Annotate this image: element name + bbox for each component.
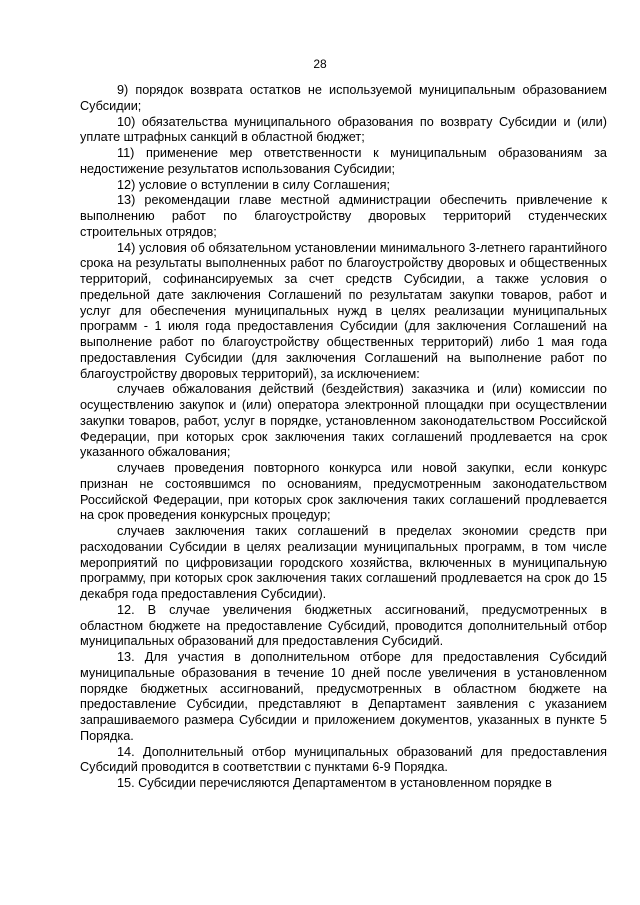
paragraph-exception-savings: случаев заключения таких соглашений в пределах экономии средств при расходовании Субсидии в целях реализации муниципальных программ, в том числе мероприятий по цифровизации городского хозяйства, включенных в муниципальную программу, при которых срок заключения таких соглашений продлевается на срок до 15 декабря года предоставления Субсидии).	[80, 524, 607, 601]
paragraph-section-14: 14. Дополнительный отбор муниципальных образований для предоставления Субсидий проводится в соответствии с пунктами 6-9 Порядка.	[80, 744, 607, 775]
paragraph-item-13: 13) рекомендации главе местной администрации обеспечить привлечение к выполнению работ по благоустройству дворовых территорий студенческих строительных отрядов;	[80, 193, 607, 239]
paragraph-section-13: 13. Для участия в дополнительном отборе для предоставления Субсидий муниципальные образования в течение 10 дней после увеличения в установленном порядке бюджетных ассигнований, предусмотренных в областном бюджете на предоставление Субсидии, представляют в Департамент заявления с указанием запрашиваемого размера Субсидии и приложением документов, указанных в пункте 5 Порядка.	[80, 650, 607, 743]
paragraph-item-9: 9) порядок возврата остатков не используемой муниципальным образованием Субсидии;	[80, 83, 607, 113]
paragraph-section-15: 15. Субсидии перечисляются Департаментом в установленном порядке в	[117, 776, 552, 790]
paragraph-item-12: 12) условие о вступлении в силу Соглашения;	[117, 177, 390, 192]
document-body	[80, 83, 607, 792]
paragraph-exception-appeal: случаев обжалования действий (бездействия) заказчика и (или) комиссии по осуществлению закупок и (или) оператора электронной площадки при осуществлении закупки товаров, работ, услуг в порядке, установленном законодательством Российской Федерации, при которых срок заключения таких соглашений продлевается на срок указанного обжалования;	[80, 382, 607, 460]
paragraph-item-11: 11) применение мер ответственности к муниципальным образованиям за недостижение результатов использования Субсидии;	[80, 146, 607, 176]
page-number: 28	[313, 57, 327, 71]
paragraph-exception-retender: случаев проведения повторного конкурса или новой закупки, если конкурс признан не состоявшимся по основаниям, предусмотренным законодательством Российской Федерации, при которых срок заключения таких соглашений продлевается на срок проведения конкурсных процедур;	[80, 461, 607, 523]
paragraph-section-12: 12. В случае увеличения бюджетных ассигнований, предусмотренных в областном бюджете на предоставление Субсидий, проводится дополнительный отбор муниципальных образований для предоставления Субсидий.	[80, 602, 607, 649]
paragraph-item-14: 14) условия об обязательном установлении минимального 3-летнего гарантийного срока на результаты выполненных работ по благоустройству дворовых и общественных территорий, софинансируемых за счет средств Субсидии, а также условия о предельной дате заключения Соглашений по результатам закупки товаров, работ и услуг для обеспечения муниципальных нужд в целях реализации муниципальных программ - 1 июля года предоставления Субсидии (для заключения Соглашений на выполнение работ по благоустройству общественных территорий) либо 1 мая года предоставления Субсидии (для заключения Соглашений на выполнение работ по благоустройству дворовых территорий), за исключением:	[80, 240, 607, 381]
paragraph-item-10: 10) обязательства муниципального образования по возврату Субсидии и (или) уплате штрафных санкций в областной бюджет;	[80, 114, 607, 145]
